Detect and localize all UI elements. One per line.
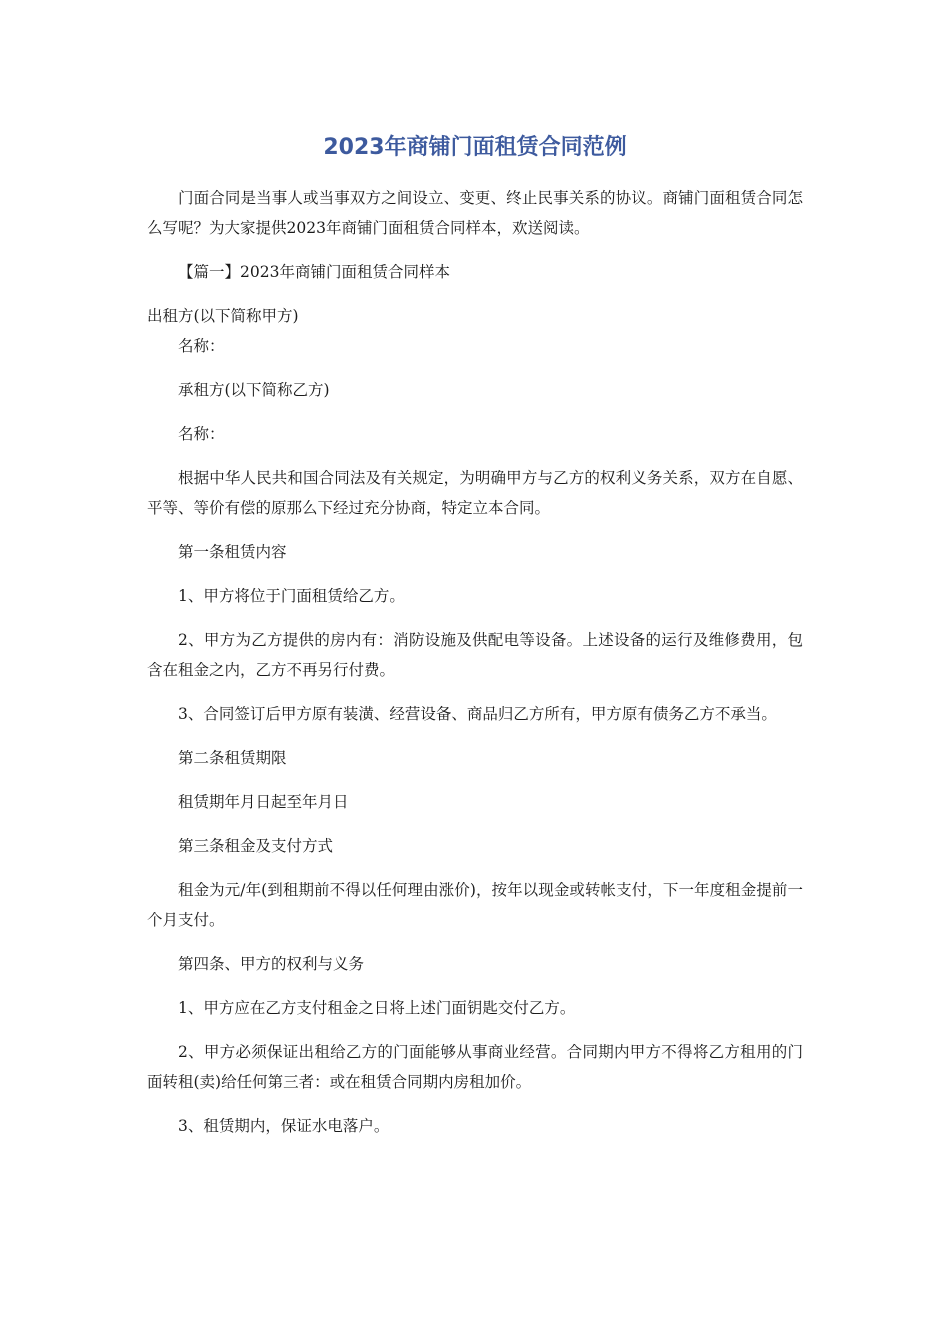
clause-paragraph: 租赁期年月日起至年月日: [178, 793, 349, 811]
contract-preamble: 根据中华人民共和国合同法及有关规定，为明确甲方与乙方的权利义务关系，双方在自愿、平等、等价有偿的原那么下经过充分协商，特定立本合同。: [147, 469, 803, 517]
clause-paragraph: 租金为元/年(到租期前不得以任何理由涨价)，按年以现金或转帐支付，下一年度租金提前一个月支付。: [147, 881, 803, 929]
document-body: [147, 183, 803, 1155]
intro-paragraph: 门面合同是当事人或当事双方之间设立、变更、终止民事关系的协议。商铺门面租赁合同怎么写呢？为大家提供2023年商铺门面租赁合同样本，欢送阅读。: [147, 189, 803, 237]
document-title: 2023年商铺门面租赁合同范例: [323, 135, 627, 160]
article-heading: 第四条、甲方的权利与义务: [178, 955, 365, 973]
clause-paragraph: 2、甲方必须保证出租给乙方的门面能够从事商业经营。合同期内甲方不得将乙方租用的门面转租(卖)给任何第三者：或在租赁合同期内房租加价。: [147, 1043, 803, 1091]
clause-paragraph: 1、甲方将位于门面租赁给乙方。: [178, 587, 405, 605]
clause-paragraph: 3、合同签订后甲方原有装潢、经营设备、商品归乙方所有，甲方原有债务乙方不承当。: [178, 705, 777, 723]
clause-paragraph: 1、甲方应在乙方支付租金之日将上述门面钥匙交付乙方。: [178, 999, 576, 1017]
article-heading: 第一条租赁内容: [178, 543, 287, 561]
section-heading-part-one: 【篇一】2023年商铺门面租赁合同样本: [178, 263, 450, 281]
clause-paragraph: 2、甲方为乙方提供的房内有：消防设施及供配电等设备。上述设备的运行及维修费用，包含在租金之内，乙方不再另行付费。: [147, 631, 803, 679]
article-heading: 第三条租金及支付方式: [178, 837, 334, 855]
article-heading: 第二条租赁期限: [178, 749, 287, 767]
lessee-name-field: 名称：: [178, 425, 225, 443]
lessor-label: 出租方(以下简称甲方): [147, 307, 299, 325]
lessee-label: 承租方(以下简称乙方): [178, 381, 330, 399]
lessor-name-field: 名称：: [178, 337, 225, 355]
clause-paragraph: 3、租赁期内，保证水电落户。: [178, 1117, 390, 1135]
